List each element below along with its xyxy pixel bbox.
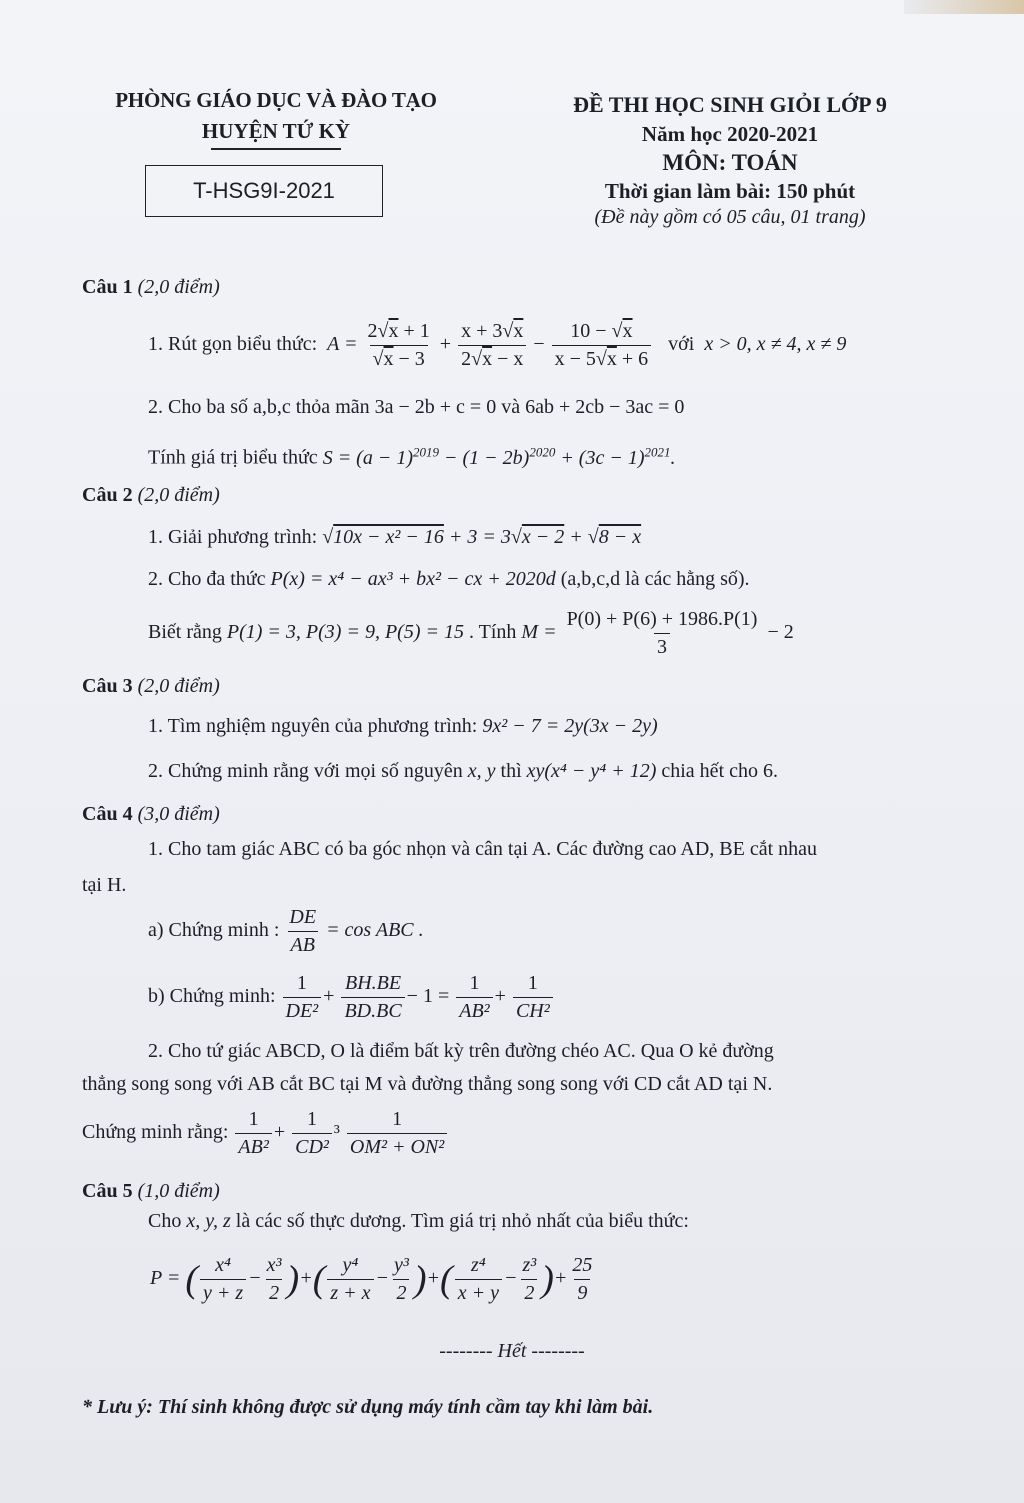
end-marker: -------- Hết -------- [439,1340,585,1362]
q4-part1b: b) Chứng minh: $\frac{1}{\text{DE²}}$ + $\frac{BH.BE}{BD.BC}$ − 1 = $\frac{1}{\text{AB²}}$ + $\frac{1}{\text{CH²}}$ [148,972,555,1023]
school-year: Năm học 2020-2021 [641,122,819,146]
exam-title: ĐỀ THI HỌC SINH GIỎI LỚP 9 [573,92,887,117]
q5-text: Cho x, y, z là các số thực dương. Tìm giá trị nhỏ nhất của biểu thức: [148,1210,689,1232]
q4-part1-cont: tại H. [82,874,127,896]
exam-code-box: T-HSG9I-2021 [145,165,383,217]
q4-part1: 1. Cho tam giác ABC có ba góc nhọn và cân tại A. Các đường cao AD, BE cắt nhau [148,838,818,860]
department-name: PHÒNG GIÁO DỤC VÀ ĐÀO TẠO [115,88,437,112]
q2-part1: 1. Giải phương trình: √10x − x² − 16 + 3 = 3√x − 2 + √8 − x [148,526,642,548]
fraction-2: $\frac{x + 3√x}{2√x - x}$ [458,320,526,371]
header-left [96,88,456,150]
calculator-note: * Lưu ý: Thí sinh không được sử dụng máy tính cầm tay khi làm bài. [82,1396,654,1418]
q4-part2-prove: Chứng minh rằng: $\frac{1}{\text{AB²}}$ + $\frac{1}{\text{CD²}}$ ³ $\frac{1}{\text{OM² + ON²}}$ [82,1108,449,1159]
district-name: HUYỆN TỨ KỲ [201,119,351,143]
header-right [520,92,940,229]
page-note: (Đề này gồm có 05 câu, 01 trang) [594,206,866,228]
q5-expression: P = ( $\frac{\text{x⁴}}{y + z}$ − $\frac{\text{x³}}{2}$ )+( $\frac{\text{y⁴}}{z + x}$ − $\frac{\text{y³}}{2}$ )+( $\frac{\text{z⁴}}{x + y}$ − $\frac{\text{z³}}{2}$ )+ $\frac{25}{9}$ [150,1254,593,1304]
q1-part2: 2. Cho ba số a,b,c thỏa mãn 3a − 2b + c = 0 và 6ab + 2cb − 3ac = 0 [148,396,685,418]
q1-part2-compute: Tính giá trị biểu thức $S = (a - 1)^{2019} - (1 - 2b)^{2020} + (3c - 1)^{2021}$. [148,444,676,469]
q3-part2: 2. Chứng minh rằng với mọi số nguyên x, y thì xy(x⁴ − y⁴ + 12) chia hết cho 6. [148,760,778,782]
fraction-M: $\frac{P(0) + P(6) + 1986.P(1)}{3}$ [566,608,758,658]
q3-part1: 1. Tìm nghiệm nguyên của phương trình: 9x² − 7 = 2y(3x − 2y) [148,715,658,737]
fraction-DE-AB: $\frac{DE}{AB}$ [289,906,317,956]
fraction-3: $\frac{10 - √x}{x - 5√x + 6}$ [552,320,652,371]
fraction-1: $\frac{2√x + 1}{√x - 3}$ [367,320,430,370]
question-4-heading: Câu 4 (3,0 điểm) [82,803,220,825]
subject: MÔN: TOÁN [662,150,798,175]
question-5-heading: Câu 5 (1,0 điểm) [82,1180,220,1202]
question-1-heading: Câu 1 (2,0 điểm) [82,276,220,298]
photo-corner [904,0,1024,14]
q1-part1: 1. Rút gọn biểu thức: A = $\frac{2√x + 1}{√x - 3}$ + $\frac{x + 3√x}{2√x - x}$ − $\frac{10 - √x}{x - 5√x + 6}$ với x > 0, x ≠ 4, x ≠ 9 [148,320,847,370]
q4-part1a: a) Chứng minh : $\frac{DE}{AB}$ = cos ABC . [148,906,424,956]
q4-part2-cont: thẳng song song với AB cắt BC tại M và đường thẳng song song với CD cắt AD tại N. [82,1073,773,1095]
time-limit: Thời gian làm bài: 150 phút [604,179,856,203]
district-underline [211,148,341,150]
q2-part2: 2. Cho đa thức P(x) = x⁴ − ax³ + bx² − cx + 2020d (a,b,c,d là các hằng số). [148,568,750,590]
q2-part2-given: Biết rằng P(1) = 3, P(3) = 9, P(5) = 15 . Tính M = $\frac{P(0) + P(6) + 1986.P(1)}{3}$ − 2 [148,608,794,658]
q4-part2: 2. Cho tứ giác ABCD, O là điểm bất kỳ trên đường chéo AC. Qua O kẻ đường [148,1040,774,1062]
question-2-heading: Câu 2 (2,0 điểm) [82,484,220,506]
question-3-heading: Câu 3 (2,0 điểm) [82,675,220,697]
